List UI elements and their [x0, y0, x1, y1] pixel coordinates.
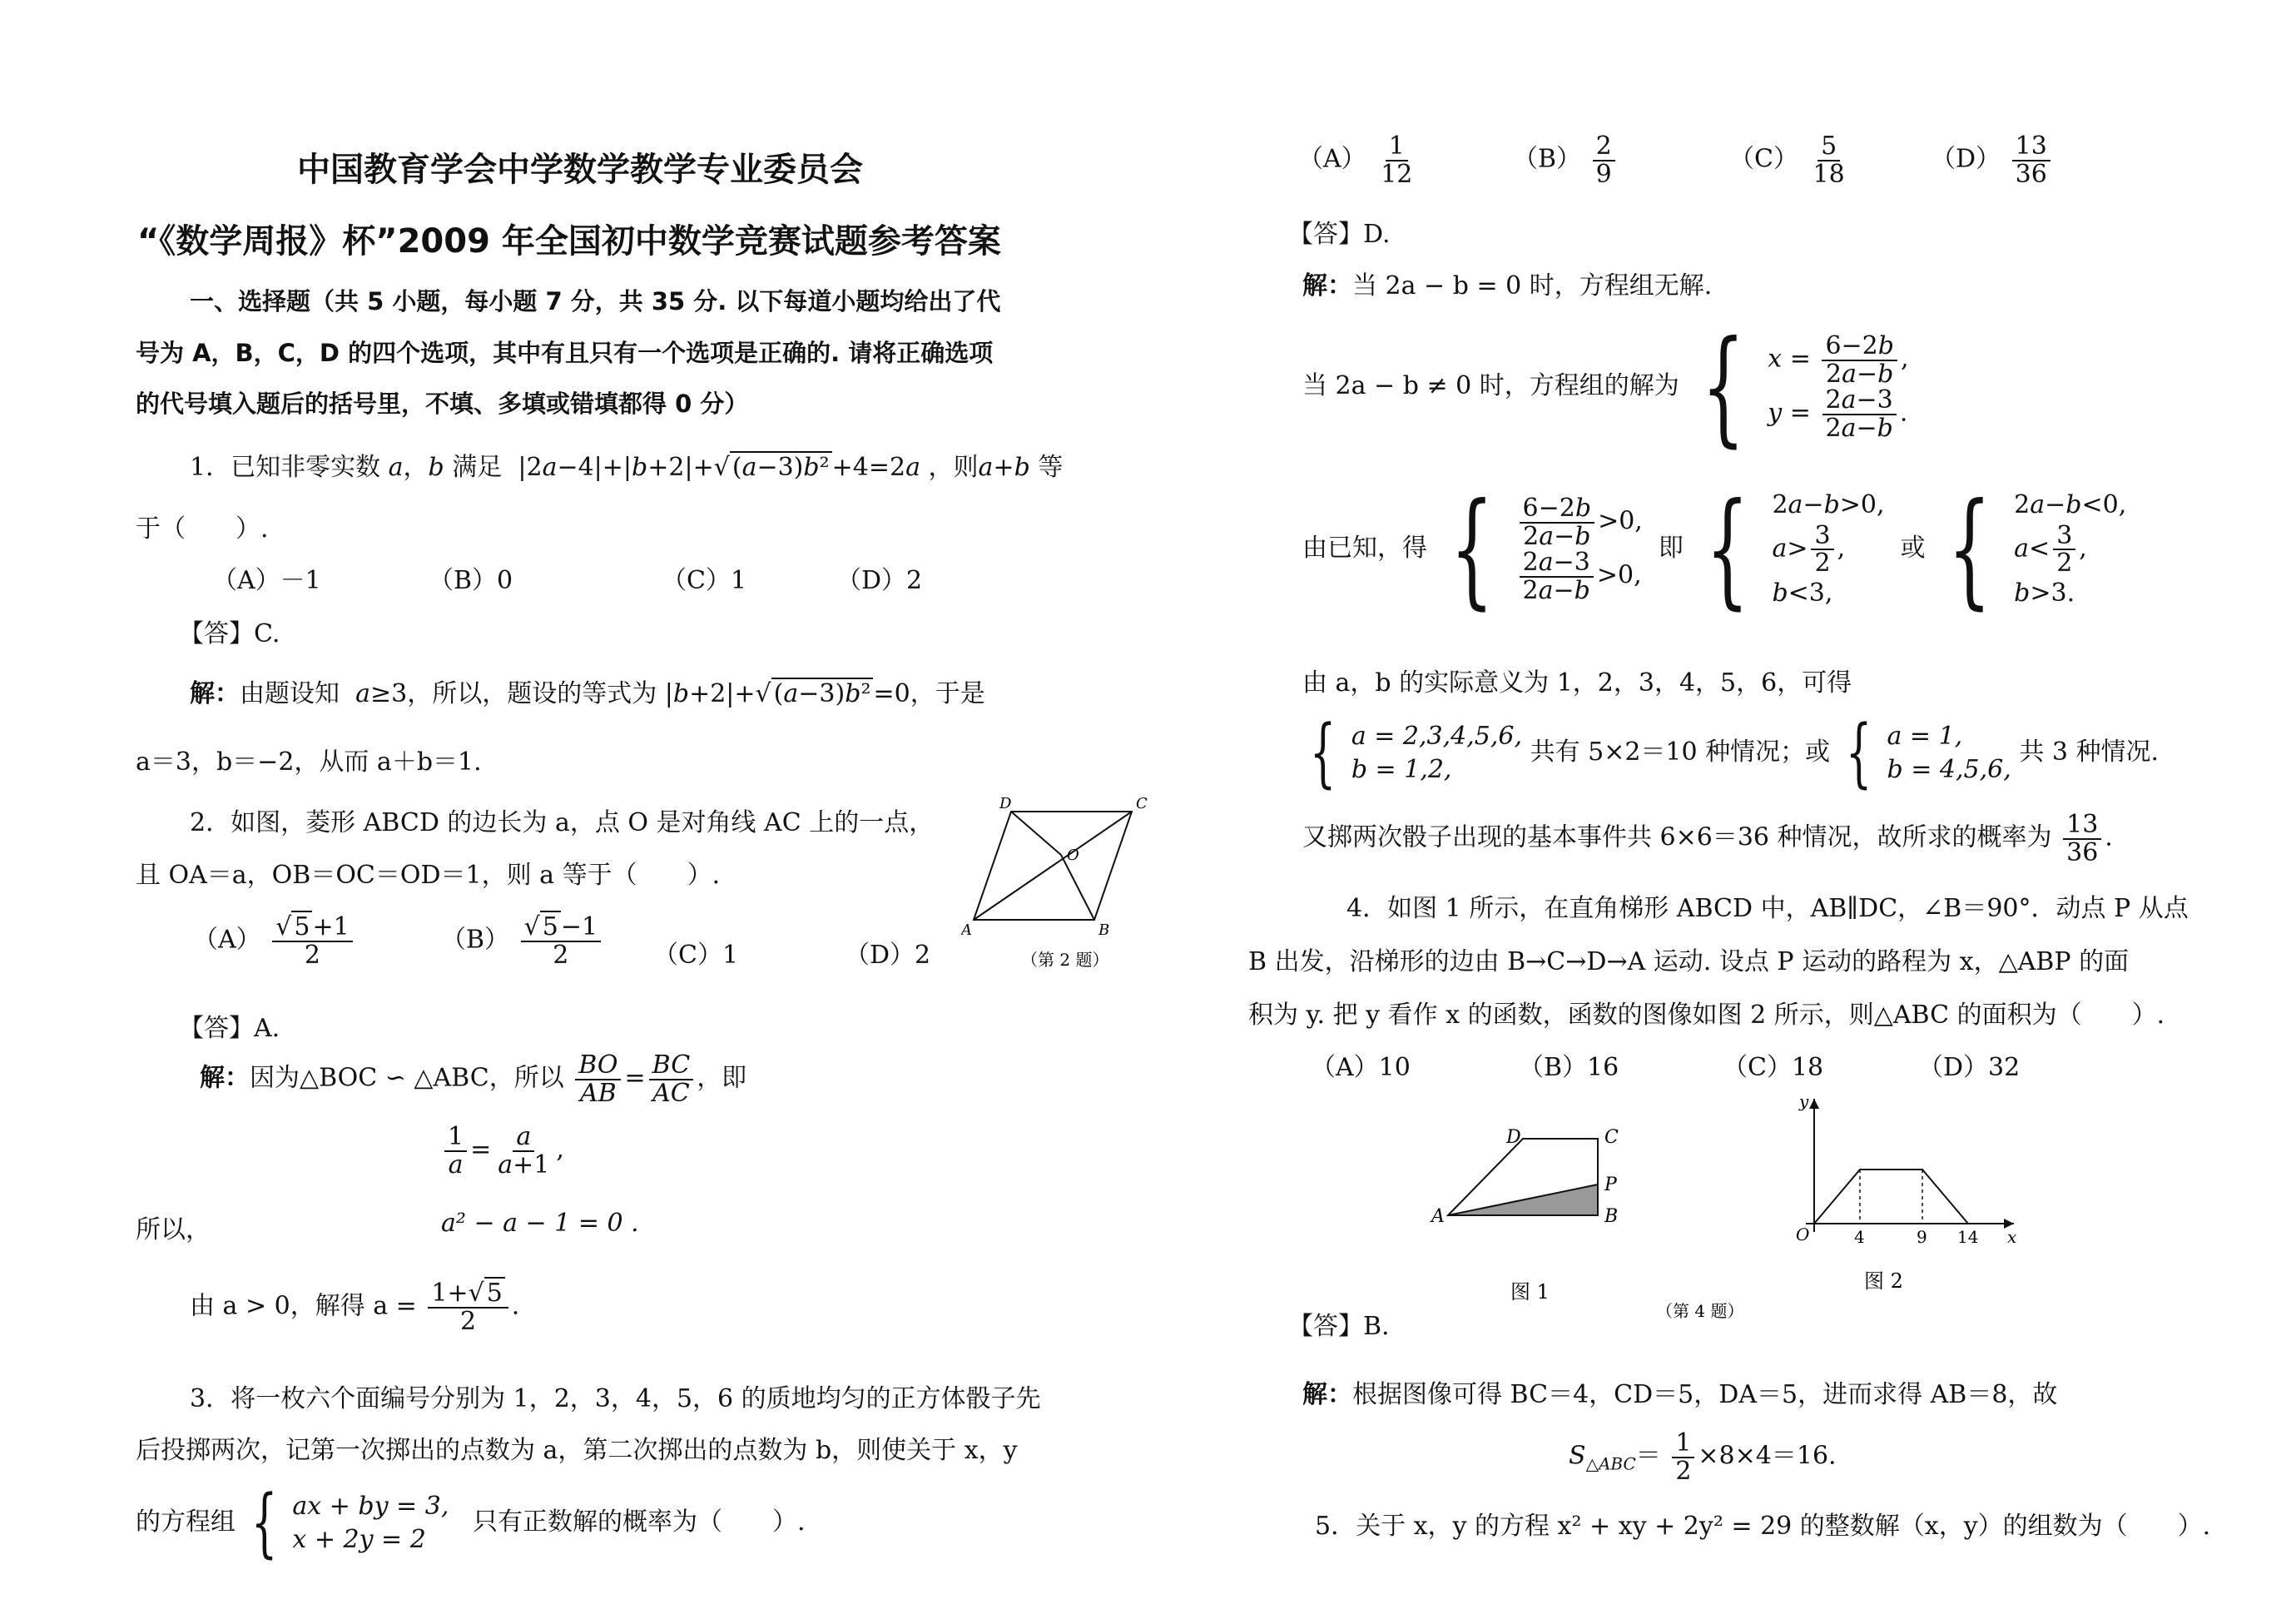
fig4-caption: （第 4 题）: [1656, 1301, 1744, 1321]
q1-option-b: （B）0: [429, 566, 513, 595]
q1-stem: 1．已知非零实数 a，b 满足 |2a−4|+|b+2|+√ (a−3)b² +4=2a ，则a+b 等: [190, 453, 1064, 482]
fig2-label: 图 2: [1864, 1269, 1903, 1293]
q5-stem: 5．关于 x，y 的方程 x² + xy + 2y² = 29 的整数解（x，y）的组数为（ ）.: [1315, 1512, 2211, 1541]
fig2-label-a: A: [961, 921, 972, 939]
q4-solution-line1: 解：根据图像可得 BC＝4，CD＝5，DA＝5，进而求得 AB＝8，故: [1302, 1380, 2058, 1409]
q3-solution-line3: 由已知，得 { $\frac{6-2b}{2a-b}$ >0, $\frac{2a-3}{2a-b}$ >0, 即 { 2a−b>0, a> $\frac{3}{2}$ , b<3, 或 { 2a−b<0, a< $\frac{3}{2}$ , b>3.: [1302, 477, 2127, 622]
q4-stem-line3: 积为 y. 把 y 看作 x 的函数，函数的图像如图 2 所示，则△ABC 的面积为（ ）.: [1248, 1001, 2165, 1030]
q1-equation: |2a−4|+|b+2|+√ (a−3)b² +4=2a: [509, 453, 920, 482]
q1-stem-cont: 于（ ）.: [136, 514, 269, 544]
q1-answer: 【答】C.: [179, 619, 280, 648]
svg-text:C: C: [1604, 1127, 1619, 1148]
q4-answer: 【答】B.: [1288, 1312, 1390, 1341]
q1-option-c: （C）1: [662, 566, 747, 595]
q3-stem-line3: 的方程组 { ax + by = 3, x + 2y = 2 只有正数解的概率为（ ）.: [136, 1479, 806, 1567]
q2-solution-ratio: $\frac{1}{a}$ = $\frac{a}{a+1}$ ,: [441, 1124, 564, 1178]
tick-9: 9: [1917, 1227, 1927, 1247]
q3-answer: 【答】D.: [1288, 220, 1391, 249]
axis-x-label: x: [2007, 1227, 2017, 1247]
q3-solution-line1: 解：当 2a − b = 0 时，方程组无解.: [1302, 271, 1713, 300]
fig2-caption: （第 2 题）: [1021, 950, 1109, 970]
fig2-label-d: D: [999, 795, 1012, 812]
section-intro-line3: 的代号填入题后的括号里，不填、多填或错填都得 0 分）: [136, 390, 749, 418]
q3-solution-line4: 由 a，b 的实际意义为 1，2，3，4，5，6，可得: [1302, 668, 1852, 698]
q3-option-a: （A） $\frac{1}{12}$: [1298, 132, 1413, 189]
q3-solution-cases: { a = 2,3,4,5,6, b = 1,2, 共有 5×2＝10 种情况；或 { a = 1, b = 4,5,6, 共 3 种情况.: [1309, 709, 2160, 797]
q3-solution-line2: 当 2a − b ≠ 0 时，方程组的解为 { x = $\frac{6-2b}{2a-b}$ , y = $\frac{2a-3}{2a-b}$ .: [1302, 315, 1909, 459]
svg-text:B: B: [1604, 1206, 1619, 1227]
function-graph: [1796, 1091, 2016, 1293]
q4-option-b: （B）16: [1519, 1053, 1619, 1082]
q2-answer: 【答】A.: [179, 1014, 280, 1043]
q3-stem-line1: 3．将一枚六个面编号分别为 1，2，3，4，5，6 的质地均匀的正方体骰子先: [190, 1384, 1041, 1413]
q4-option-a: （A）10: [1311, 1053, 1411, 1082]
q3-equation-system: ax + by = 3, x + 2y = 2: [292, 1491, 449, 1554]
q2-option-b: （B） $\frac{√ 5 -1}{2}$: [441, 914, 604, 968]
q2-option-d: （D）2: [845, 941, 931, 970]
q4-stem-line1: 4．如图 1 所示，在直角梯形 ABCD 中，AB∥DC，∠B＝90°．动点 P 从点: [1346, 894, 2189, 923]
trapezoid-figure: [1430, 1127, 1619, 1304]
q3-stem-line2: 后投掷两次，记第一次掷出的点数为 a，第二次掷出的点数为 b，则使关于 x，y: [136, 1436, 1018, 1465]
svg-text:D: D: [1506, 1127, 1521, 1148]
page-title: “《数学周报》杯”2009 年全国初中数学竞赛试题参考答案: [137, 222, 1001, 261]
q3-option-d: （D） $\frac{13}{36}$: [1931, 133, 2054, 187]
q1-option-a: （A）－1: [212, 566, 321, 595]
origin-label: O: [1796, 1224, 1810, 1244]
rhombus-figure: [961, 795, 1161, 974]
q3-option-c: （C） $\frac{5}{18}$: [1729, 132, 1845, 189]
q2-option-c: （C）1: [653, 941, 739, 970]
q4-stem-line2: B 出发，沿梯形的边由 B→C→D→A 运动. 设点 P 运动的路程为 x，△ABP 的面: [1248, 947, 2130, 976]
q4-option-d: （D）32: [1918, 1053, 2021, 1082]
q4-figures: [1415, 1090, 2039, 1332]
q2-solution-final: 由 a > 0，解得 a = $\frac{1+√ 5}{2}$ .: [190, 1279, 520, 1336]
q2-solution-so: 所以，: [136, 1215, 211, 1244]
q3-option-b: （B） $\frac{2}{9}$: [1513, 133, 1619, 187]
fig2-label-c: C: [1136, 795, 1148, 812]
q2-stem-line2: 且 OA＝a，OB＝OC＝OD＝1，则 a 等于（ ）.: [136, 861, 721, 890]
q1-solution-line2: a＝3，b＝−2，从而 a＋b＝1.: [136, 747, 482, 777]
q2-stem-line1: 2．如图，菱形 ABCD 的边长为 a，点 O 是对角线 AC 上的一点，: [190, 808, 935, 837]
q4-solution-line2: $S_{\triangle ABC}=$ $\frac{1}{2}$ ×8×4＝16.: [1569, 1428, 1837, 1486]
q2-solution-equation: a² − a − 1 = 0 .: [441, 1209, 639, 1238]
q2-solution-line1: 解：因为△BOC ∽ △ABC，所以 $\frac{BO}{AB}$ = $\frac{BC}{AC}$ ，即: [200, 1050, 747, 1108]
fig2-label-o: O: [1067, 847, 1079, 864]
axis-y-label: y: [1799, 1091, 1809, 1111]
fig1-label: 图 1: [1510, 1280, 1550, 1304]
svg-text:A: A: [1431, 1206, 1445, 1227]
svg-text:P: P: [1604, 1175, 1617, 1195]
q4-option-c: （C）18: [1723, 1053, 1824, 1082]
q3-solution-line5: 又掷两次骰子出现的基本事件共 6×6＝36 种情况，故所求的概率为 $\frac{13}{36}$ .: [1302, 810, 2113, 867]
tick-4: 4: [1854, 1227, 1865, 1247]
q2-option-a: （A） $\frac{√ 5 +1}{2}$: [193, 914, 356, 968]
section-intro-line2: 号为 A，B，C，D 的四个选项，其中有且只有一个选项是正确的. 请将正确选项: [136, 339, 994, 367]
q1-solution-line1: 解：由题设知 a≥3，所以，题设的等式为 |b+2|+√ (a−3)b² =0，于是: [190, 679, 985, 708]
tick-14: 14: [1957, 1227, 1979, 1247]
section-intro-line1: 一、选择题（共 5 小题，每小题 7 分，共 35 分. 以下每道小题均给出了代: [190, 287, 1001, 315]
q1-option-d: （D）2: [836, 566, 923, 595]
fig2-label-b: B: [1098, 921, 1110, 939]
org-heading: 中国教育学会中学数学教学专业委员会: [297, 151, 863, 189]
